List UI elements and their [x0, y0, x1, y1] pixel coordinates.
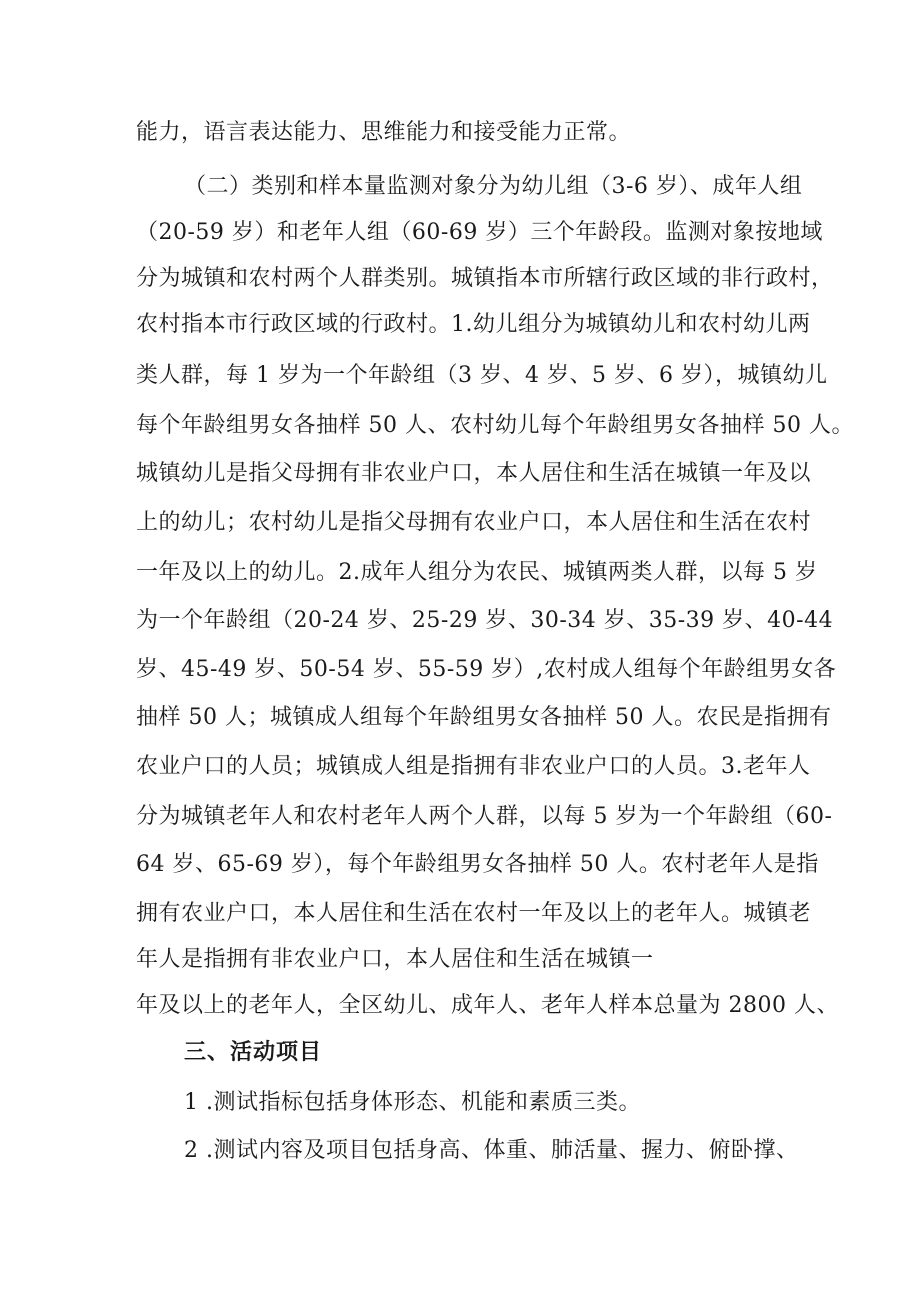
text-line: 年人是指拥有非农业户口，本人居住和生活在城镇一 [136, 947, 654, 972]
text-line: 抽样 50 人；城镇成人组每个年龄组男女各抽样 50 人。农民是指拥有 [136, 705, 832, 730]
text-line: 农业户口的人员；城镇成人组是指拥有非农业户口的人员。3.老年人 [136, 754, 811, 779]
section-heading: 三、活动项目 [184, 1040, 323, 1065]
text-line: 64 岁、65-69 岁），每个年龄组男女各抽样 50 人。农村老年人是指 [136, 852, 819, 877]
text-line: 城镇幼儿是指父母拥有非农业户口，本人居住和生活在城镇一年及以 [136, 461, 812, 486]
text-line: 一年及以上的幼儿。2.成年人组分为农民、城镇两类人群，以每 5 岁 [136, 560, 818, 585]
text-line: 能力，语言表达能力、思维能力和接受能力正常。 [136, 120, 632, 145]
text-line: （20-59 岁）和老年人组（60-69 岁）三个年龄段。监测对象按地域 [136, 220, 823, 245]
text-line: 分为城镇和农村两个人群类别。城镇指本市所辖行政区域的非行政村， [136, 266, 834, 291]
text-line: 每个年龄组男女各抽样 50 人、农村幼儿每个年龄组男女各抽样 50 人。 [136, 413, 854, 438]
text-line: 上的幼儿；农村幼儿是指父母拥有农业户口，本人居住和生活在农村 [136, 510, 812, 535]
text-line: 拥有农业户口，本人居住和生活在农村一年及以上的老年人。城镇老 [136, 901, 812, 926]
text-line: 岁、45-49 岁、50-54 岁、55-59 岁）,农村成人组每个年龄组男女各 [136, 657, 837, 682]
list-item: 1 .测试指标包括身体形态、机能和素质三类。 [184, 1090, 641, 1115]
text-line: 为一个年龄组（20-24 岁、25-29 岁、30-34 岁、35-39 岁、40-44 [136, 608, 834, 633]
text-line: 类人群，每 1 岁为一个年龄组（3 岁、4 岁、5 岁、6 岁），城镇幼儿 [136, 363, 828, 388]
text-line: 农村指本市行政区域的行政村。1.幼儿组分为城镇幼儿和农村幼儿两 [136, 312, 811, 337]
text-line: 年及以上的老年人，全区幼儿、成年人、老年人样本总量为 2800 人、 [136, 993, 839, 1018]
text-line: 分为城镇老年人和农村老年人两个人群，以每 5 岁为一个年龄组（60- [136, 804, 833, 829]
list-item: 2 .测试内容及项目包括身高、体重、肺活量、握力、俯卧撑、 [184, 1138, 799, 1163]
text-line: （二）类别和样本量监测对象分为幼儿组（3-6 岁）、成年人组 [184, 174, 803, 199]
